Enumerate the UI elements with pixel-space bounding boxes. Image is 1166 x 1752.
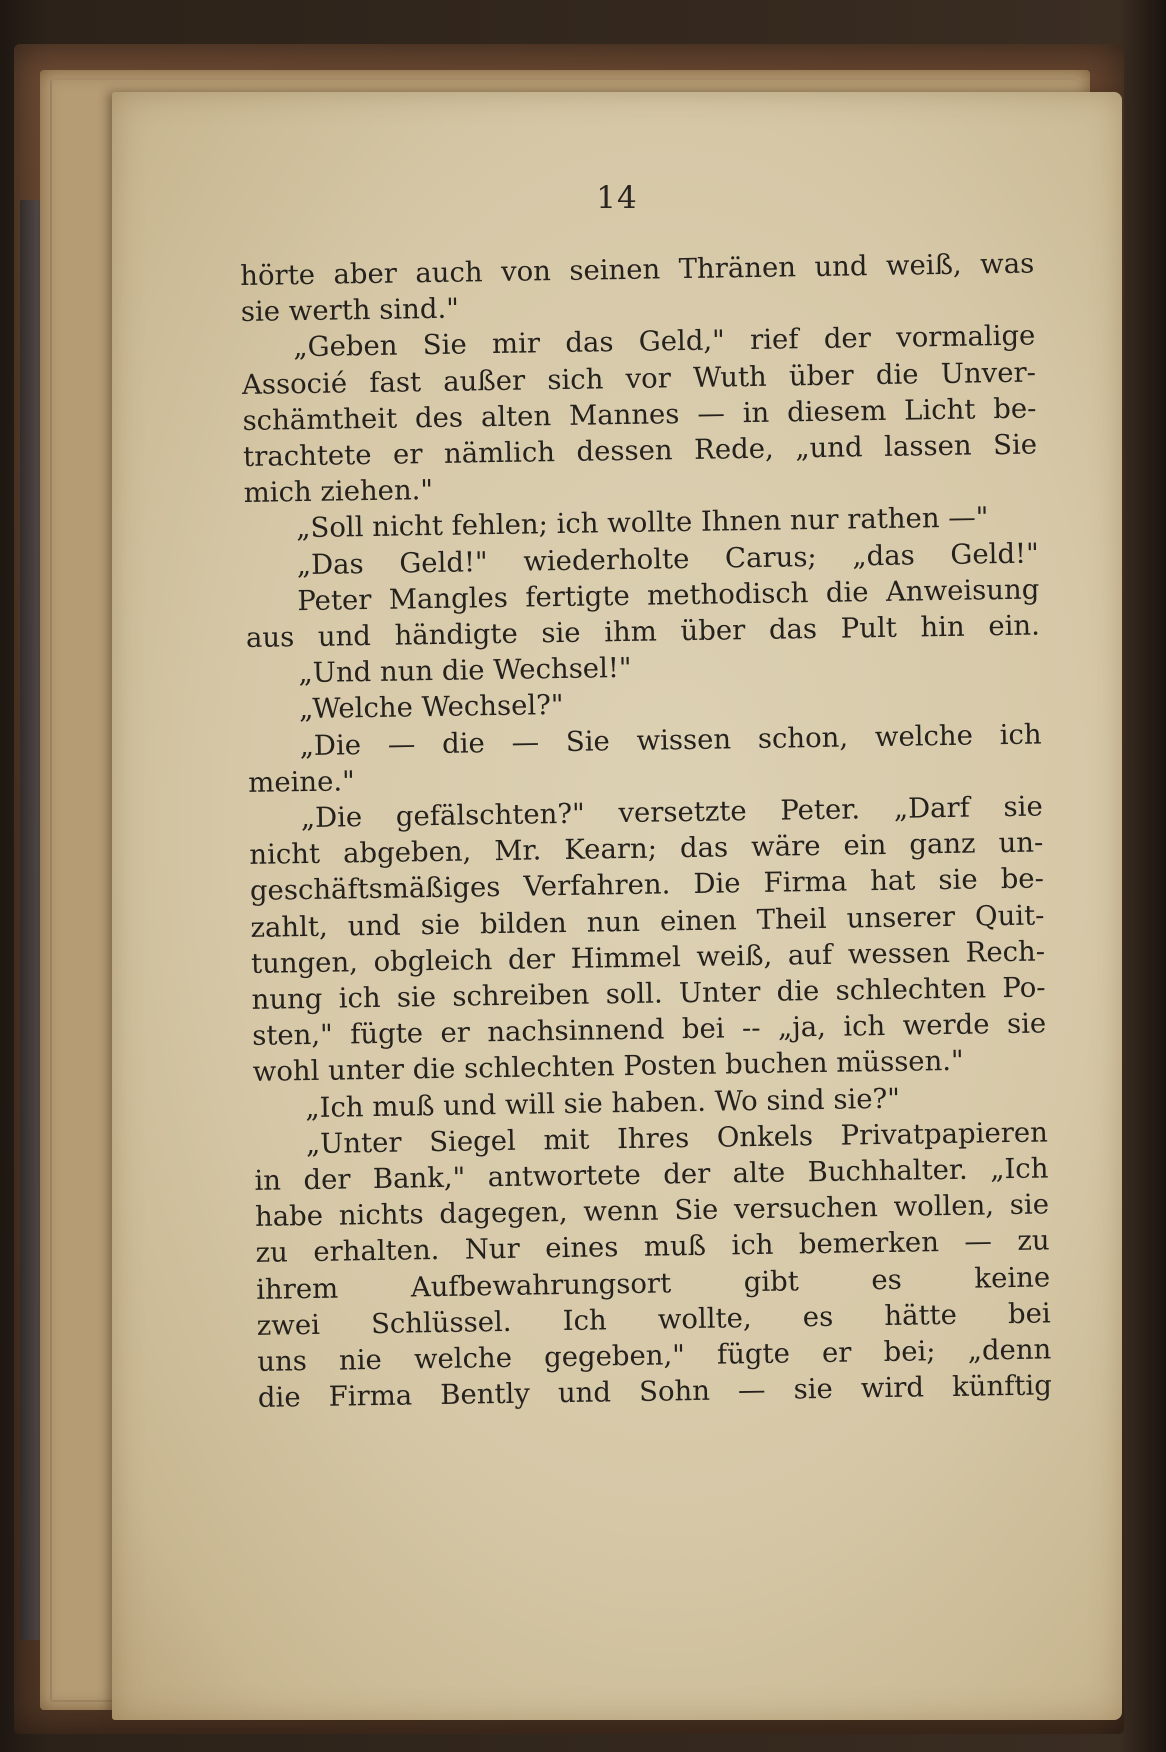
text-line: mich ziehen."	[243, 474, 434, 510]
text-line: aus und händigte sie ihm über das Pult hin ein.	[245, 609, 1041, 654]
text-line: trachtete er nämlich dessen Rede, „und lassen Sie	[242, 428, 1038, 473]
text-line: habe nichts dagegen, wenn Sie versuchen wollen, sie	[254, 1188, 1050, 1234]
text-line: schämtheit des alten Mannes — in diesem Licht be-	[242, 392, 1037, 437]
text-line: „Das Geld!" wiederholte Carus; „das Geld!"	[296, 537, 1039, 581]
text-line: hörte aber auch von seinen Thränen und weiß, was	[240, 247, 1035, 292]
text-line: „Geben Sie mir das Geld," rief der vormalige	[293, 319, 1036, 364]
page-number: 14	[596, 180, 638, 216]
text-line: sten," fügte er nachsinnend bei -- „ja, ich werde sie	[251, 1007, 1047, 1053]
text-line: Peter Mangles fertigte methodisch die Anweisung	[297, 573, 1040, 617]
text-line: „Und nun die Wechsel!"	[298, 652, 632, 690]
text-line: „Unter Siegel mit Ihres Onkels Privatpapieren	[305, 1116, 1049, 1160]
text-line: zahlt, und sie bilden nun einen Theil unserer Quit-	[250, 899, 1045, 944]
text-line: meine."	[247, 765, 356, 799]
text-line: „Welche Wechsel?"	[298, 689, 564, 726]
text-line: geschäftsmäßiges Verfahren. Die Firma hat sie be-	[249, 862, 1045, 908]
text-line: uns nie welche gegeben," fügte er bei; „denn	[257, 1333, 1052, 1378]
text-line: zwei Schlüssel. Ich wollte, es hätte bei	[256, 1297, 1051, 1342]
text-line: nung ich sie schreiben soll. Unter die schlechten Po-	[251, 971, 1046, 1016]
text-line: „Die gefälschten?" versetzte Peter. „Darf sie	[300, 790, 1043, 835]
text-line: „Die — die — Sie wissen schon, welche ich	[299, 718, 1042, 762]
text-line: ihrem Aufbewahrungsort gibt es keine	[255, 1261, 1051, 1306]
text-line: in der Bank," antwortete der alte Buchhalter. „Ich	[254, 1152, 1049, 1197]
text-line: tungen, obgleich der Himmel weiß, auf wessen Rech-	[250, 935, 1046, 980]
text-line: „Soll nicht fehlen; ich wollte Ihnen nur rathen —"	[296, 501, 989, 545]
text-line: nicht abgeben, Mr. Kearn; das wäre ein ganz un-	[249, 826, 1044, 872]
text-line: Associé fast außer sich vor Wuth über die Unver-	[241, 356, 1037, 401]
text-line: die Firma Bently und Sohn — sie wird künftig	[257, 1369, 1053, 1415]
book-page	[112, 92, 1122, 1720]
text-line: „Ich muß und will sie haben. Wo sind sie?"	[305, 1082, 901, 1124]
page-text-block	[240, 246, 1052, 1417]
text-line: zu erhalten. Nur eines muß ich bemerken — zu	[255, 1224, 1050, 1270]
text-line: sie werth sind."	[240, 292, 460, 329]
text-line: wohl unter die schlechten Posten buchen müssen."	[252, 1045, 964, 1089]
